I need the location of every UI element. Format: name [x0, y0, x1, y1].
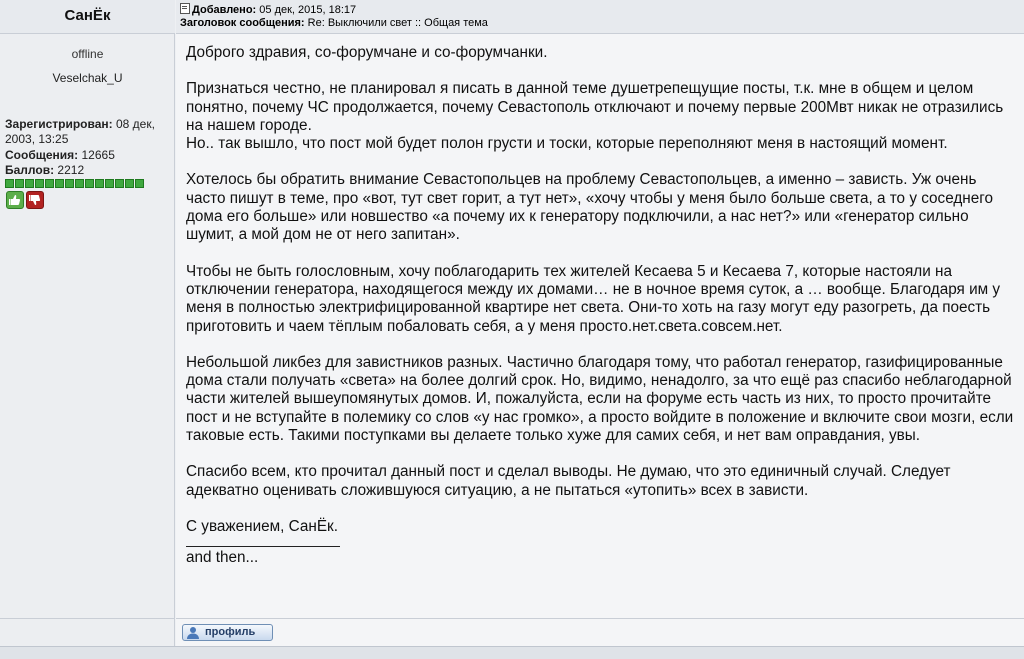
signature-divider	[186, 546, 340, 547]
added-label: Добавлено:	[192, 4, 257, 16]
reputation-pip	[95, 179, 104, 188]
reputation-pip	[125, 179, 134, 188]
thumbs-down-icon[interactable]	[26, 191, 44, 209]
reputation-pip	[35, 179, 44, 188]
author-name[interactable]: СанЁк	[64, 7, 111, 24]
thumbs-up-icon[interactable]	[6, 191, 24, 209]
post-paragraph-5: Спасибо всем, кто прочитал данный пост и сделал выводы. Не думаю, что это единичный случай. Следует адекватно оценивать сложившуюся ситуацию, а не пытаться «утопить» всех в зависти.	[186, 463, 951, 499]
reputation-pip	[55, 179, 64, 188]
post-greeting: Доброго здравия, со-форумчане и со-форумчанки.	[186, 44, 548, 61]
posts-label: Сообщения:	[5, 148, 79, 162]
next-post-strip	[0, 646, 1024, 659]
user-icon	[186, 626, 200, 639]
points-info	[5, 163, 84, 178]
user-rank: Veselchak_U	[52, 71, 123, 85]
divider	[0, 618, 175, 619]
post-body	[186, 44, 1016, 568]
reputation-pip	[135, 179, 144, 188]
post-paragraph-3: Чтобы не быть голословным, хочу поблагодарить тех жителей Кесаева 5 и Кесаева 7, которые настояли на отключении генератора, находящегося между их домами… не в ночное время суток, а … вообще. Благодаря им у меня в полностью электрифицированной квартире нет света. Они-то хоть на газу могут еду разогреть, да поесть приготовить и чаем тёплым побаловать себя, а у меня просто.нет.света.совсем.нет.	[186, 262, 1001, 335]
signature: and then...	[186, 549, 259, 567]
posts-value: 12665	[78, 148, 115, 162]
post-paragraph	[186, 80, 1016, 153]
author-header	[0, 0, 175, 34]
reputation-bar	[5, 179, 145, 188]
registered-value: 08 дек, 2003, 13:25	[5, 117, 155, 146]
divider	[176, 618, 1024, 619]
profile-button-label: профиль	[205, 626, 256, 638]
author-panel	[0, 0, 175, 658]
post-paragraph-4: Небольшой ликбез для завистников разных. Частично благодаря тому, что работал генератор, газифицированные дома стали получать «света» на более долгий срок. Но, видимо, ненадолго, за что ещё раз спасибо неблагодарной части жителей вышеупомянутых домов. И, пожалуйста, если на форуме есть часть из них, то просто прочитайте пост и не вступайте в полемику со слов «у нас громко», а просто войдите в положение и включите свои мозги, если таковые есть. Такими поступками вы делаете только хуже для самих себя, и нет вам оправдания, увы.	[186, 353, 1014, 445]
subject-label: Заголовок сообщения:	[180, 17, 305, 29]
points-label: Баллов:	[5, 163, 55, 177]
reputation-pip	[115, 179, 124, 188]
subject-value: Re: Выключили свет :: Общая тема	[304, 17, 488, 29]
post-date-line	[180, 3, 356, 16]
reputation-pip	[45, 179, 54, 188]
post-header	[176, 0, 1024, 34]
reputation-pip	[65, 179, 74, 188]
post-subject-line	[180, 17, 488, 29]
post-paragraph-1a: Признаться честно, не планировал я писать в данной теме душетрепещущие посты, т.к. мне в общем и целом понятно, почему ЧС продолжается, почему Севастополь отключают и почему первые 200Мвт никак не отразились на нашем городе.	[186, 80, 1004, 134]
reputation-pip	[85, 179, 94, 188]
post-closing: С уважением, СанЁк.	[186, 517, 338, 535]
profile-button[interactable]	[182, 624, 273, 641]
reputation-pip	[75, 179, 84, 188]
post-paragraph-1b: Но.. так вышло, что пост мой будет полон грусти и тоски, которые переполняют меня в настоящий момент.	[186, 135, 948, 153]
points-value: 2212	[54, 163, 85, 177]
reputation-pip	[15, 179, 24, 188]
online-status: offline	[71, 47, 104, 61]
posts-info	[5, 148, 115, 163]
post-paragraph-2: Хотелось бы обратить внимание Севастопольцев на проблему Севастопольцев, а именно – зависть. Уж очень часто пишут в теме, про «вот, тут свет горит, а тут нет», «хочу чтобы у меня было больше света, а то у соседнего дома его больше» или новшество «а почему их к генератору подключили, а нас нет?» или «генератор сильно шумит, а мой дом не от него запитан».	[186, 171, 993, 244]
registered-info	[5, 117, 170, 147]
registered-label: Зарегистрирован:	[5, 117, 113, 131]
reputation-pip	[25, 179, 34, 188]
reputation-pip	[105, 179, 114, 188]
post-link-icon[interactable]	[180, 3, 190, 14]
added-value: 05 дек, 2015, 18:17	[256, 4, 357, 16]
reputation-pip	[5, 179, 14, 188]
